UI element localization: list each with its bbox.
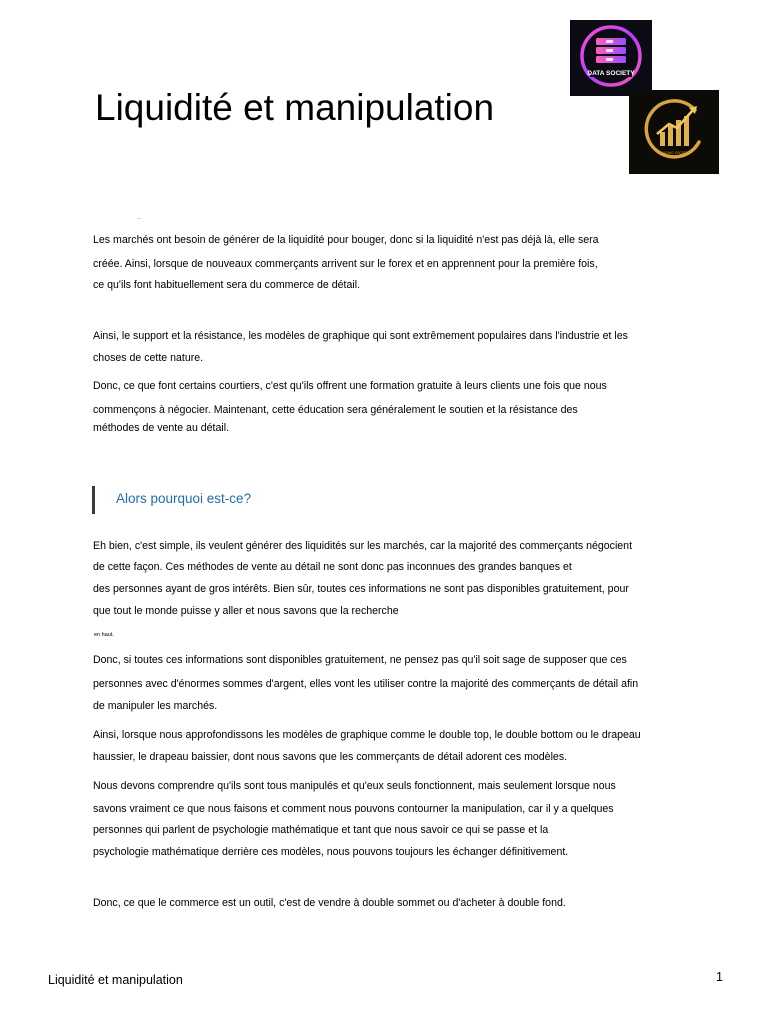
paragraph-line: ce qu'ils font habituellement sera du commerce de détail.	[93, 279, 361, 291]
trading-society-logo	[629, 90, 719, 174]
paragraph-line: Les marchés ont besoin de générer de la liquidité pour bouger, donc si la liquidité n'est pas déjà là, elle sera	[93, 234, 599, 246]
paragraph-line: personnes avec d'énormes sommes d'argent, elles vont les utiliser contre la majorité des commerçants de détail afin	[93, 678, 639, 690]
paragraph-line: méthodes de vente au détail.	[93, 422, 230, 434]
paragraph-line: des personnes ayant de gros intérêts. Bien sûr, toutes ces informations ne sont pas disponibles gratuitement, pour	[93, 583, 629, 595]
page-number: 1	[716, 970, 723, 984]
paragraph-line: Ainsi, le support et la résistance, les modèles de graphique qui sont extrêmement populaires dans l'industrie et les	[93, 330, 628, 342]
paragraph-line: que tout le monde puisse y aller et nous savons que la recherche	[93, 605, 399, 617]
paragraph-line: personnes qui parlent de psychologie mathématique et tant que nous savoir ce qui se passe et la	[93, 824, 549, 836]
footer-title: Liquidité et manipulation	[48, 973, 183, 987]
paragraph-line: Donc, ce que font certains courtiers, c'est qu'ils offrent une formation gratuite à leurs clients une fois que nous	[93, 380, 607, 392]
paragraph-line: créée. Ainsi, lorsque de nouveaux commerçants arrivent sur le forex et en apprennent pour la première fois,	[93, 258, 598, 270]
paragraph-line: psychologie mathématique derrière ces modèles, nous pouvons toujours les échanger définitivement.	[93, 846, 569, 858]
paragraph-line: choses de cette nature.	[93, 352, 204, 364]
paragraph-line: savons vraiment ce que nous faisons et comment nous pouvons contourner la manipulation, car il y a quelques	[93, 803, 614, 815]
paragraph-line: Donc, si toutes ces informations sont disponibles gratuitement, ne pensez pas qu'il soit sage de supposer que ces	[93, 654, 627, 666]
section-subheading: Alors pourquoi est-ce?	[116, 491, 252, 506]
paragraph-line: de cette façon. Ces méthodes de vente au détail ne sont donc pas inconnues des grandes banques et	[93, 561, 572, 573]
trading-society-logo-text: TRADING SOCIETY	[658, 151, 690, 155]
document-title: Liquidité et manipulation	[95, 87, 495, 128]
paragraph-line: haussier, le drapeau baissier, dont nous savons que les commerçants de détail adorent ces modèles.	[93, 751, 568, 763]
paragraph-line: Donc, ce que le commerce est un outil, c'est de vendre à double sommet ou d'acheter à double fond.	[93, 897, 566, 909]
paragraph-line: Eh bien, c'est simple, ils veulent générer des liquidités sur les marchés, car la majorité des commerçants négocient	[93, 540, 633, 552]
subheading-accent-bar	[92, 486, 95, 514]
paragraph-line: de manipuler les marchés.	[93, 700, 218, 712]
data-society-logo-text: DATA SOCIETY	[587, 70, 635, 77]
paragraph-line: commençons à négocier. Maintenant, cette éducation sera généralement le soutien et la résistance des	[93, 404, 578, 416]
paragraph-line: Ainsi, lorsque nous approfondissons les modèles de graphique comme le double top, le double bottom ou le drapeau	[93, 729, 641, 741]
paragraph-line: Nous devons comprendre qu'ils sont tous manipulés et qu'eux seuls fonctionnent, mais seulement lorsque nous	[93, 780, 616, 792]
small-note: en haut.	[94, 632, 114, 638]
data-society-logo	[570, 20, 652, 96]
decorative-mark	[137, 218, 141, 219]
